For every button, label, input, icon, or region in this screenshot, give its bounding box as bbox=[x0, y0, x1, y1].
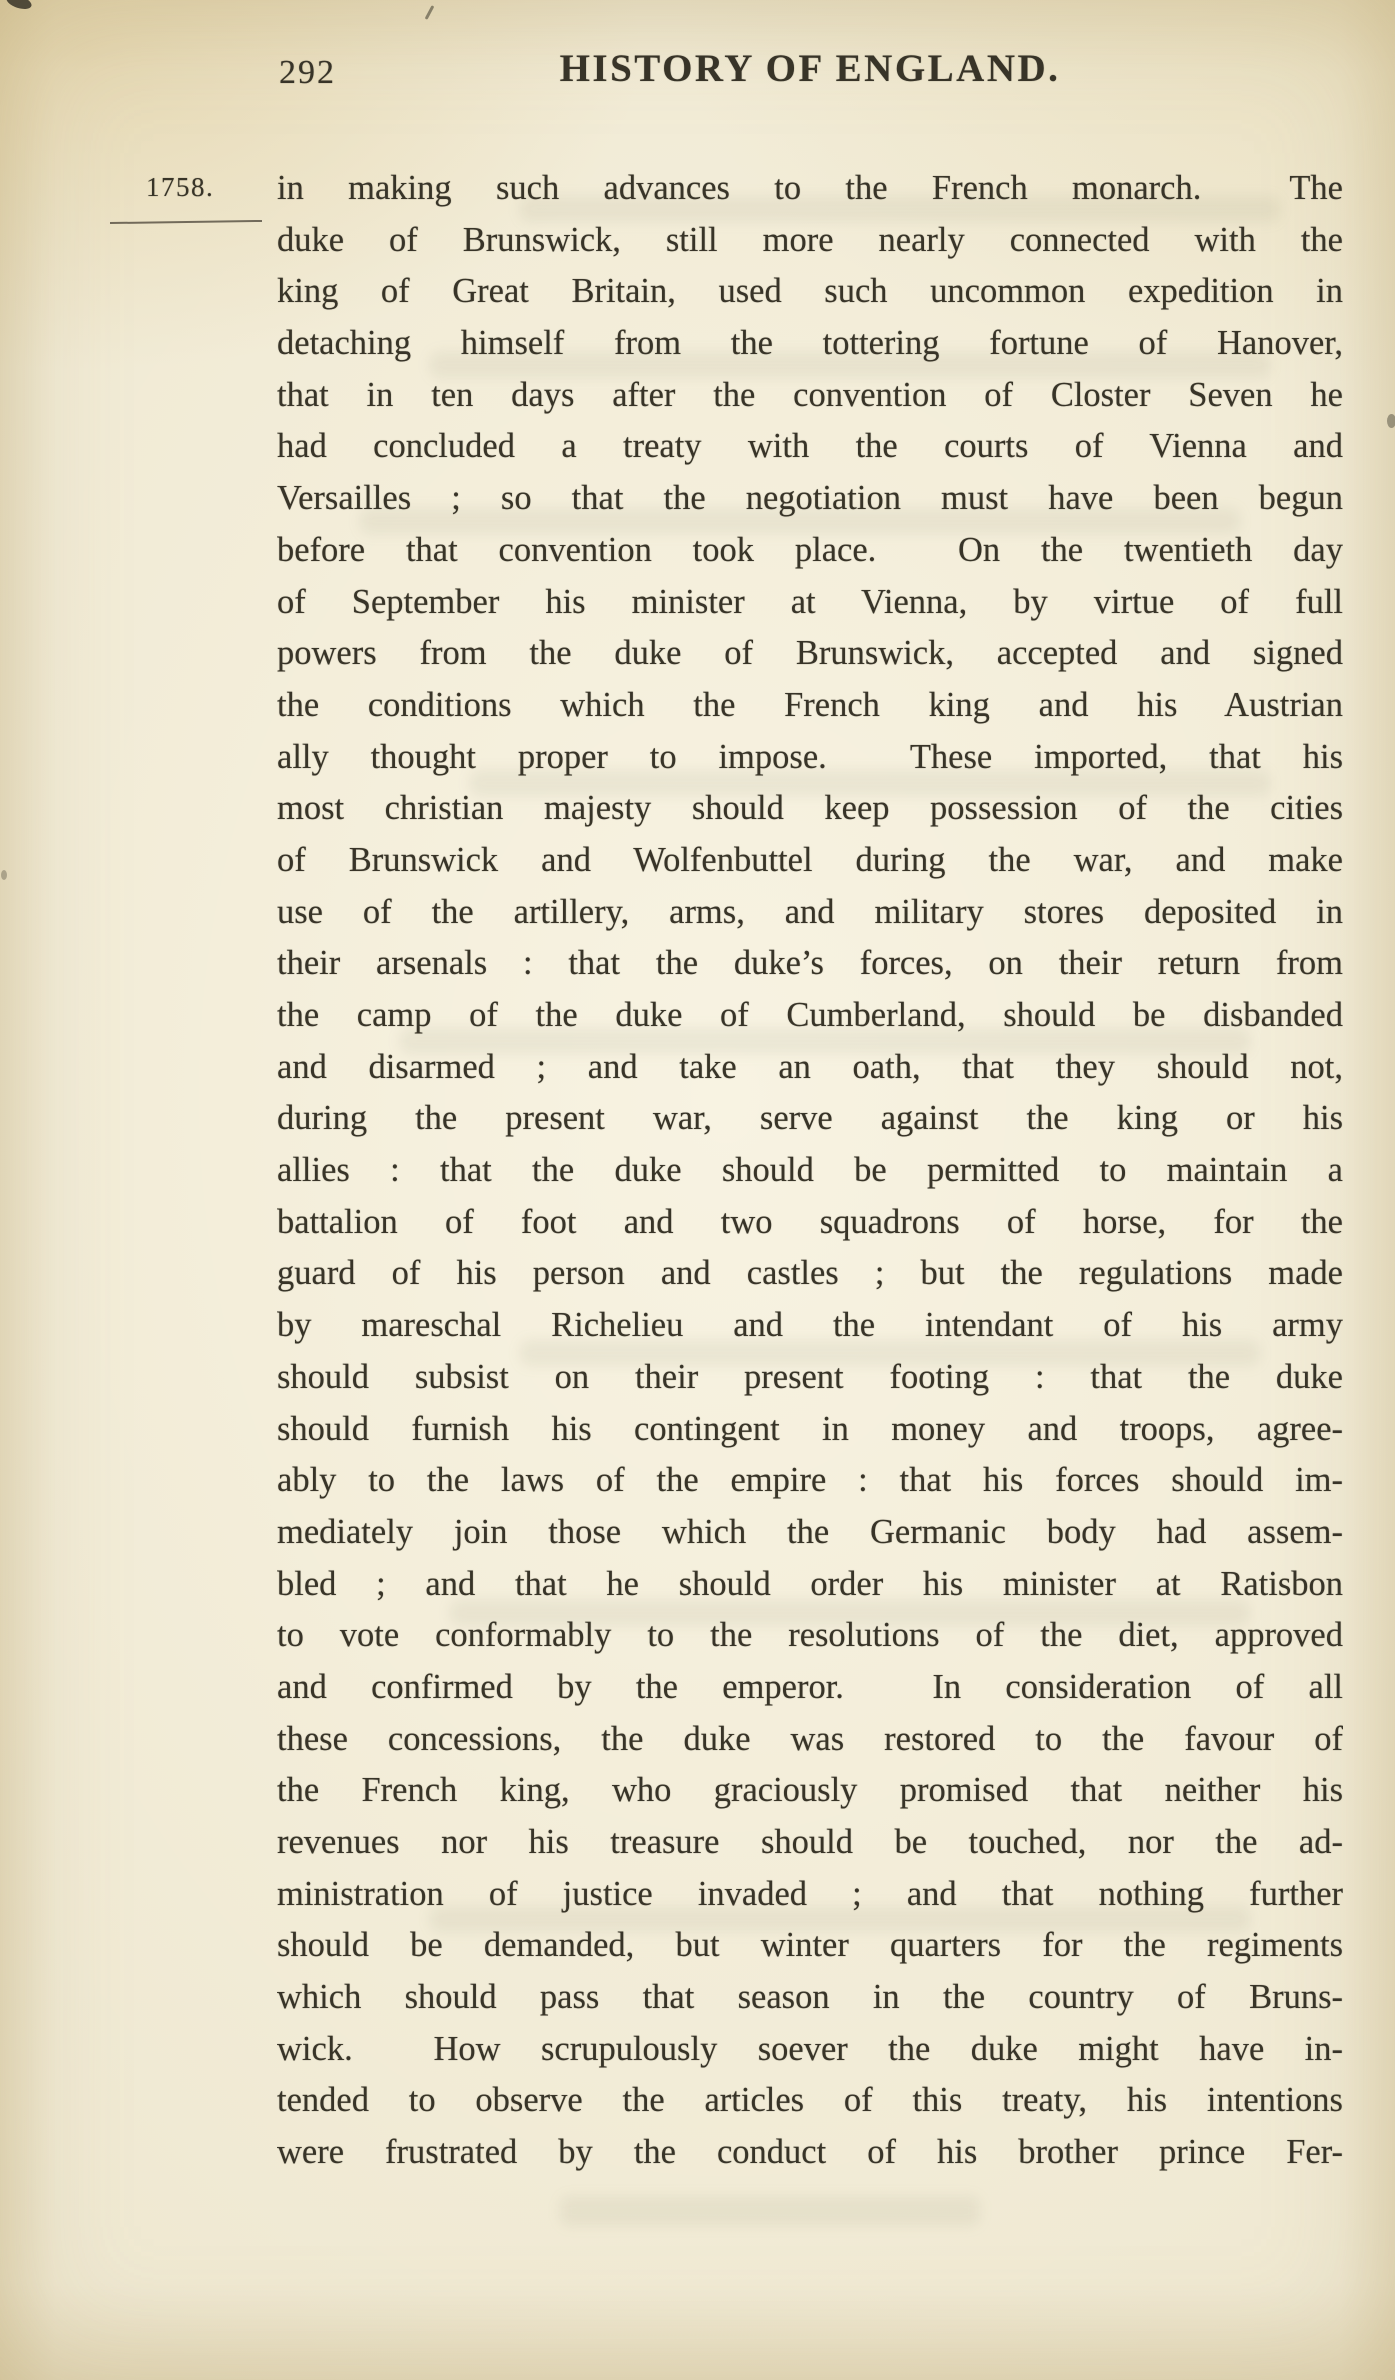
body-text bbox=[277, 163, 1343, 2179]
text-line: to vote conformably to the resolutions of the diet, approved bbox=[277, 1616, 1343, 1655]
text-line: revenues nor his treasure should be touched, nor the ad- bbox=[277, 1823, 1343, 1861]
margin-year-note: 1758. bbox=[146, 172, 215, 202]
text-line: in making such advances to the French monarch. The bbox=[277, 169, 1343, 207]
text-line: king of Great Britain, used such uncommon expedition in bbox=[277, 272, 1343, 311]
text-line: powers from the duke of Brunswick, accepted and signed bbox=[277, 634, 1343, 673]
margin-rule bbox=[110, 220, 262, 224]
text-line: of September his minister at Vienna, by virtue of full bbox=[277, 582, 1343, 621]
text-line: that in ten days after the convention of Closter Seven he bbox=[277, 375, 1343, 414]
running-title: HISTORY OF ENGLAND. bbox=[559, 47, 1061, 90]
ink-speck bbox=[1387, 414, 1395, 428]
text-line: had concluded a treaty with the courts of Vienna and bbox=[277, 427, 1343, 466]
text-line: Versailles ; so that the negotiation must have been begun bbox=[277, 479, 1343, 518]
text-line: of Brunswick and Wolfenbuttel during the war, and make bbox=[277, 840, 1343, 879]
text-line: tended to observe the articles of this treaty, his intentions bbox=[277, 2081, 1343, 2120]
show-through-ghost bbox=[560, 2196, 980, 2226]
text-line: detaching himself from the tottering fortune of Hanover, bbox=[277, 324, 1343, 363]
text-line: duke of Brunswick, still more nearly connected with the bbox=[277, 220, 1343, 259]
text-line: most christian majesty should keep possession of the cities bbox=[277, 789, 1343, 828]
text-line: the conditions which the French king and his Austrian bbox=[277, 685, 1343, 724]
page-number: 292 bbox=[279, 54, 336, 91]
text-line: wick. How scrupulously soever the duke might have in- bbox=[277, 2029, 1343, 2068]
text-line: mediately join those which the Germanic body had assem- bbox=[277, 1512, 1343, 1551]
text-line: the French king, who graciously promised that neither his bbox=[277, 1771, 1343, 1810]
text-line: bled ; and that he should order his minister at Ratisbon bbox=[277, 1564, 1343, 1603]
text-line: were frustrated by the conduct of his brother prince Fer- bbox=[277, 2133, 1343, 2172]
text-line: ally thought proper to impose. These imported, that his bbox=[277, 737, 1343, 776]
running-head bbox=[277, 46, 1343, 98]
text-line: guard of his person and castles ; but the regulations made bbox=[277, 1254, 1343, 1293]
text-line: should be demanded, but winter quarters for the regiments bbox=[277, 1926, 1343, 1965]
text-line: ably to the laws of the empire : that his forces should im- bbox=[277, 1461, 1343, 1500]
ink-speck bbox=[5, 0, 33, 12]
text-line: should furnish his contingent in money and troops, agree- bbox=[277, 1409, 1343, 1448]
text-line: by mareschal Richelieu and the intendant of his army bbox=[277, 1306, 1343, 1345]
text-line: allies : that the duke should be permitted to maintain a bbox=[277, 1151, 1343, 1190]
text-line: ministration of justice invaded ; and that nothing further bbox=[277, 1874, 1343, 1913]
ink-speck bbox=[1, 870, 7, 880]
text-line: should subsist on their present footing : that the duke bbox=[277, 1357, 1343, 1396]
ink-speck bbox=[425, 5, 435, 20]
text-line: the camp of the duke of Cumberland, should be disbanded bbox=[277, 996, 1343, 1034]
text-line: which should pass that season in the country of Bruns- bbox=[277, 1978, 1343, 2017]
text-line: use of the artillery, arms, and military stores deposited in bbox=[277, 892, 1343, 931]
text-line: and disarmed ; and take an oath, that they should not, bbox=[277, 1047, 1343, 1086]
text-line: during the present war, serve against the king or his bbox=[277, 1099, 1343, 1138]
text-line: their arsenals : that the duke’s forces, on their return from bbox=[277, 944, 1343, 983]
text-line: and confirmed by the emperor. In consideration of all bbox=[277, 1667, 1343, 1706]
text-line: before that convention took place. On the twentieth day bbox=[277, 530, 1343, 569]
text-line: battalion of foot and two squadrons of horse, for the bbox=[277, 1202, 1343, 1241]
text-line: these concessions, the duke was restored to the favour of bbox=[277, 1719, 1343, 1758]
